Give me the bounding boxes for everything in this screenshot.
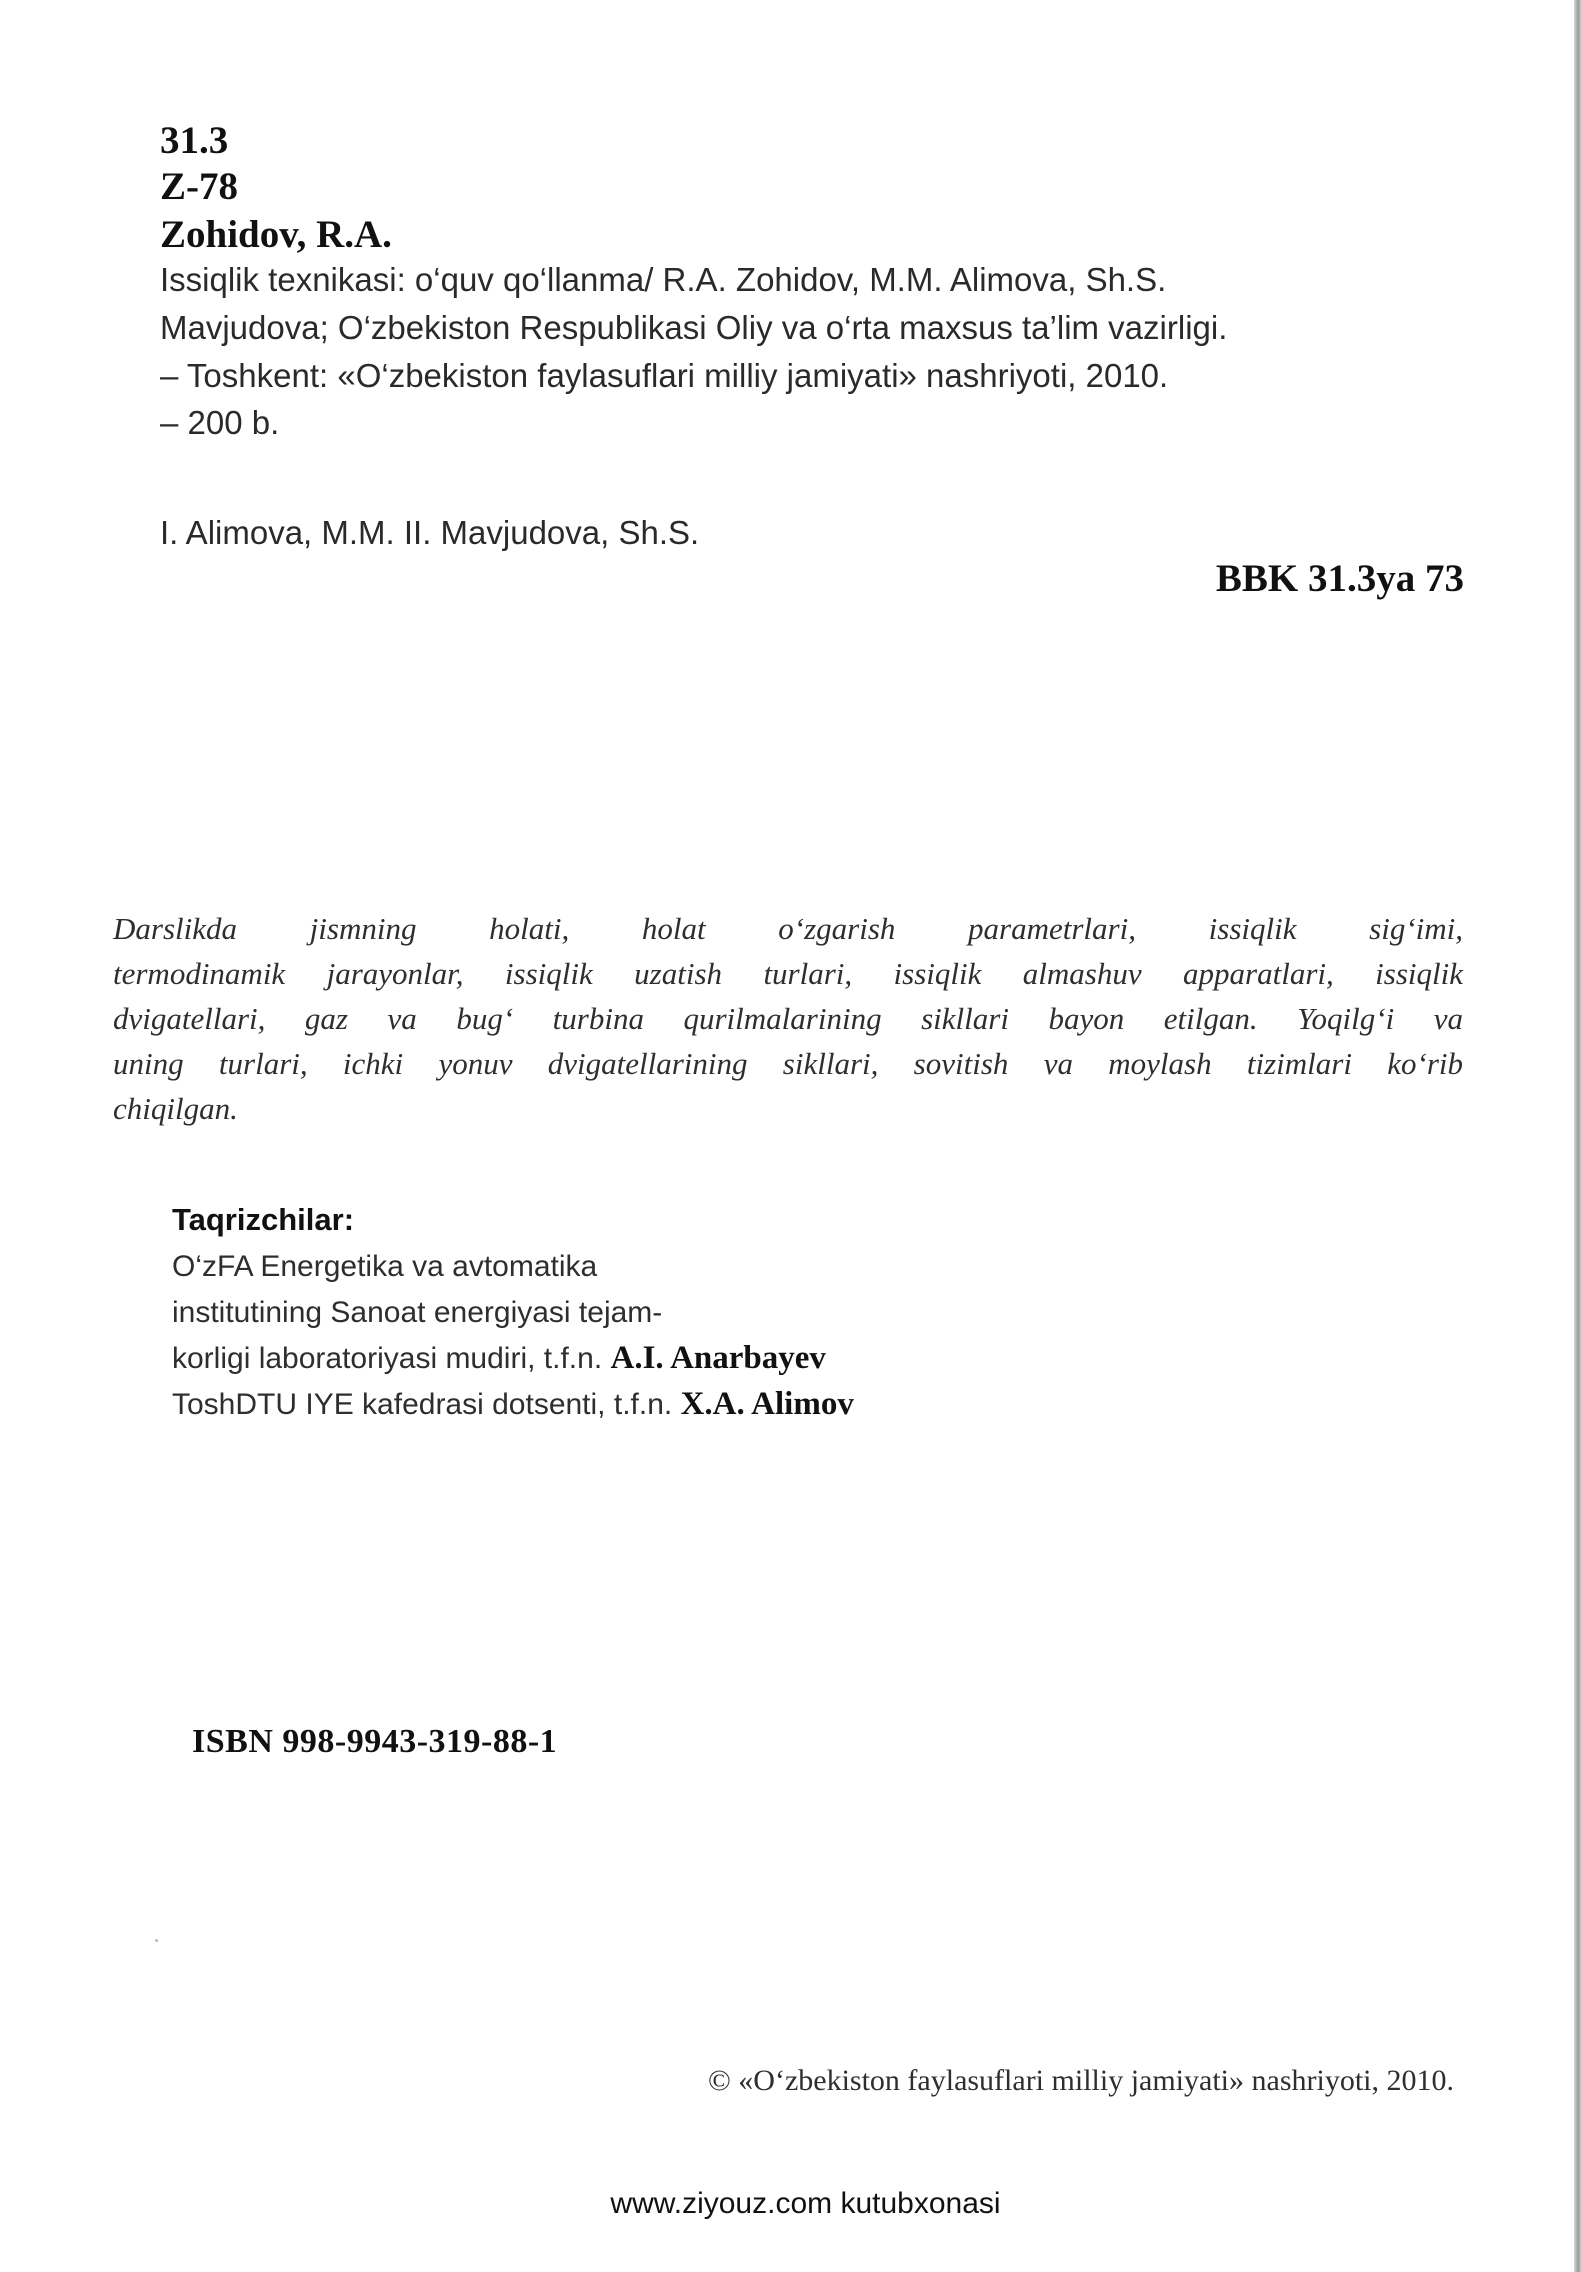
annotation-line: Darslikda jismning holati, holat o‘zgarish parametrlari, issiqlik sig‘imi,	[113, 911, 1463, 946]
bbk-code: BBK 31.3ya 73	[1215, 557, 1464, 600]
annotation	[113, 906, 1463, 1131]
bibliographic-line: – Toshkent: «O‘zbekiston faylasuflari milliy jamiyati» nashriyoti, 2010.	[160, 357, 1169, 394]
reviewer-affiliation: ToshDTU IYE kafedrasi dotsenti, t.f.n.	[172, 1388, 681, 1421]
annotation-line: termodinamik jarayonlar, issiqlik uzatish turlari, issiqlik almashuv apparatlari, issiqlik	[113, 956, 1463, 991]
bibliographic-line: – 200 b.	[160, 404, 280, 441]
bibliographic-line: Issiqlik texnikasi: o‘quv qo‘llanma/ R.A. Zohidov, M.M. Alimova, Sh.S.	[160, 261, 1167, 298]
bibliographic-line: Mavjudova; O‘zbekiston Respublikasi Oliy va o‘rta maxsus ta’lim vazirligi.	[160, 309, 1228, 346]
footer-watermark-link[interactable]: www.ziyouz.com kutubxonasi	[610, 2187, 1001, 2220]
copyright-notice: © «O‘zbekiston faylasuflari milliy jamiyati» nashriyoti, 2010.	[708, 2064, 1454, 2097]
reviewer-name: X.A. Alimov	[680, 1386, 854, 1422]
author-heading: Zohidov, R.A.	[160, 213, 392, 256]
reviewers-heading: Taqrizchilar:	[172, 1202, 355, 1237]
reviewer-line	[172, 1336, 826, 1381]
reviewer-line	[172, 1290, 662, 1335]
class-code: Z-78	[160, 165, 238, 208]
annotation-line: uning turlari, ichki yonuv dvigatellarining sikllari, sovitish va moylash tizimlari ko‘rib	[113, 1046, 1463, 1081]
reviewer-affiliation: institutining Sanoat energiyasi tejam-	[172, 1296, 663, 1329]
call-number: 31.3	[160, 119, 229, 162]
reviewer-line	[172, 1244, 597, 1289]
added-entries: I. Alimova, M.M. II. Mavjudova, Sh.S.	[160, 514, 700, 551]
annotation-line: chiqilgan.	[113, 1091, 238, 1126]
annotation-line: dvigatellari, gaz va bug‘ turbina qurilmalarining sikllari bayon etilgan. Yoqilg‘i va	[113, 1001, 1463, 1036]
reviewer-affiliation: korligi laboratoriyasi mudiri, t.f.n.	[172, 1342, 611, 1375]
reviewer-affiliation: O‘zFA Energetika va avtomatika	[172, 1250, 598, 1283]
reviewer-name: A.I. Anarbayev	[610, 1340, 826, 1376]
scan-speck	[155, 1939, 158, 1942]
reviewer-line	[172, 1382, 854, 1427]
page-edge-shadow	[1574, 0, 1581, 2272]
isbn: ISBN 998-9943-319-88-1	[192, 1723, 558, 1760]
